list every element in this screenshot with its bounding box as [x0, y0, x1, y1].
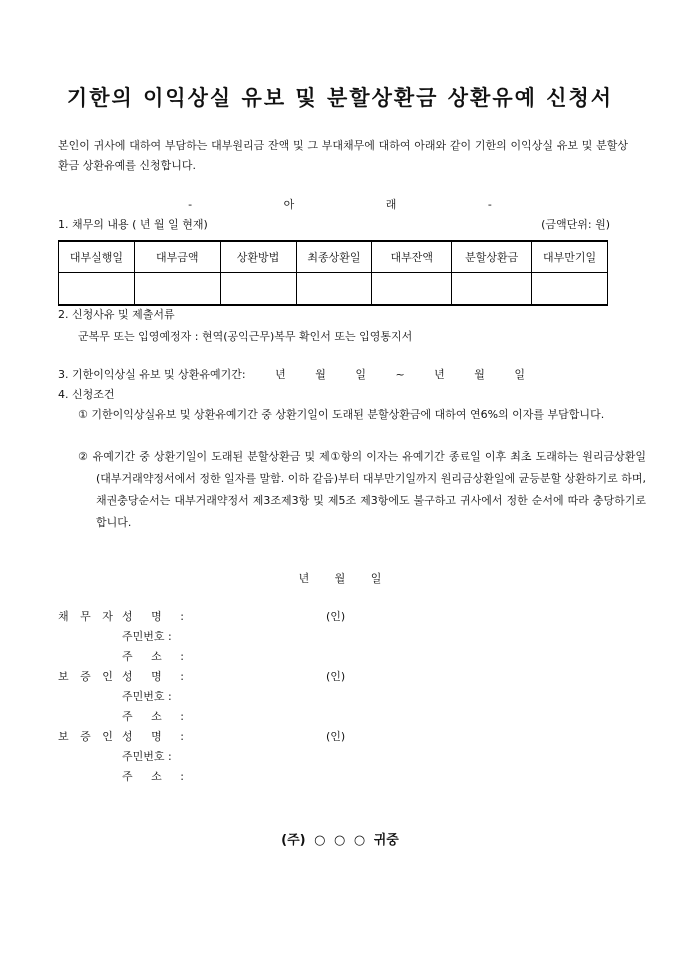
- amount-unit-label: (금액단위: 원): [541, 218, 610, 231]
- debt-table-header-row: [59, 241, 608, 273]
- application-date: 년 월 일: [298, 572, 382, 585]
- section-4-label: 4. 신청조건: [58, 388, 115, 401]
- seal-mark: (인): [326, 730, 346, 743]
- name-label: 성 명 :: [122, 730, 184, 743]
- section-3: [58, 366, 525, 382]
- header-loan-amount: 대부금액: [134, 241, 220, 273]
- name-label: 성 명 :: [122, 610, 184, 623]
- name-label: 성 명 :: [122, 670, 184, 683]
- header-final-repay-date: 최종상환일: [296, 241, 372, 273]
- id-number-label: 주민번호 :: [122, 630, 172, 643]
- below-heading: - 아 래 -: [188, 198, 492, 211]
- cell-loan-balance[interactable]: [372, 273, 452, 306]
- deferral-period-dates: 년 월 일 ~ 년 월 일: [275, 368, 526, 381]
- header-loan-date: 대부실행일: [59, 241, 135, 273]
- debt-table: [58, 240, 608, 306]
- cell-loan-amount[interactable]: [134, 273, 220, 306]
- address-label: 주 소 :: [122, 710, 184, 723]
- intro-paragraph: 본인이 귀사에 대하여 부담하는 대부원리금 잔액 및 그 부대채무에 대하여 아래와 같이 기한의 이익상실 유보 및 분할상환금 상환유예를 신청합니다.: [58, 139, 628, 172]
- condition-item-1: ① 기한이익상실유보 및 상환유예기간 중 상환기일이 도래된 분할상환금에 대하여 연6%의 이자를 부담합니다.: [78, 408, 605, 421]
- recipient-company: (주) ○ ○ ○ 귀중: [281, 833, 399, 848]
- seal-mark: (인): [326, 610, 346, 623]
- document-title: 기한의 이익상실 유보 및 분할상환금 상환유예 신청서: [66, 85, 614, 110]
- section-2-detail: 군복무 또는 입영예정자 : 현역(공익근무)복무 확인서 또는 입영통지서: [78, 330, 413, 343]
- cell-repay-method[interactable]: [220, 273, 296, 306]
- header-repay-method: 상환방법: [220, 241, 296, 273]
- signer-role: 보 증 인: [58, 730, 117, 743]
- header-maturity-date: 대부만기일: [532, 241, 608, 273]
- header-loan-balance: 대부잔액: [372, 241, 452, 273]
- section-1-header: [58, 216, 628, 232]
- section-2-label: 2. 신청사유 및 제출서류: [58, 308, 175, 321]
- cell-loan-date[interactable]: [59, 273, 135, 306]
- table-row: [59, 273, 608, 306]
- cell-installment[interactable]: [452, 273, 532, 306]
- section-3-label: 3. 기한이익상실 유보 및 상환유예기간:: [58, 368, 246, 381]
- cell-final-repay-date[interactable]: [296, 273, 372, 306]
- seal-mark: (인): [326, 670, 346, 683]
- id-number-label: 주민번호 :: [122, 750, 172, 763]
- address-label: 주 소 :: [122, 770, 184, 783]
- cell-maturity-date[interactable]: [532, 273, 608, 306]
- section-1-label: 1. 채무의 내용 ( 년 월 일 현재): [58, 218, 208, 231]
- address-label: 주 소 :: [122, 650, 184, 663]
- condition-item-2: ② 유예기간 중 상환기일이 도래된 분할상환금 및 제①항의 이자는 유예기간 종료일 이후 최초 도래하는 원리금상환일(대부거래약정서에서 정한 일자를 말함. 이하 같음)부터 대부만기일까지 원리금상환일에 균등분할 상환하기로 하며, 채권충당순서는 대부거래약정서 제3조제3항 및 제5조 제3항에도 불구하고 귀사에서 정한 순서에 따라 충당하기로 합니다.: [78, 450, 646, 529]
- signer-role: 보 증 인: [58, 670, 117, 683]
- signer-role: 채 무 자: [58, 610, 117, 623]
- id-number-label: 주민번호 :: [122, 690, 172, 703]
- header-installment: 분할상환금: [452, 241, 532, 273]
